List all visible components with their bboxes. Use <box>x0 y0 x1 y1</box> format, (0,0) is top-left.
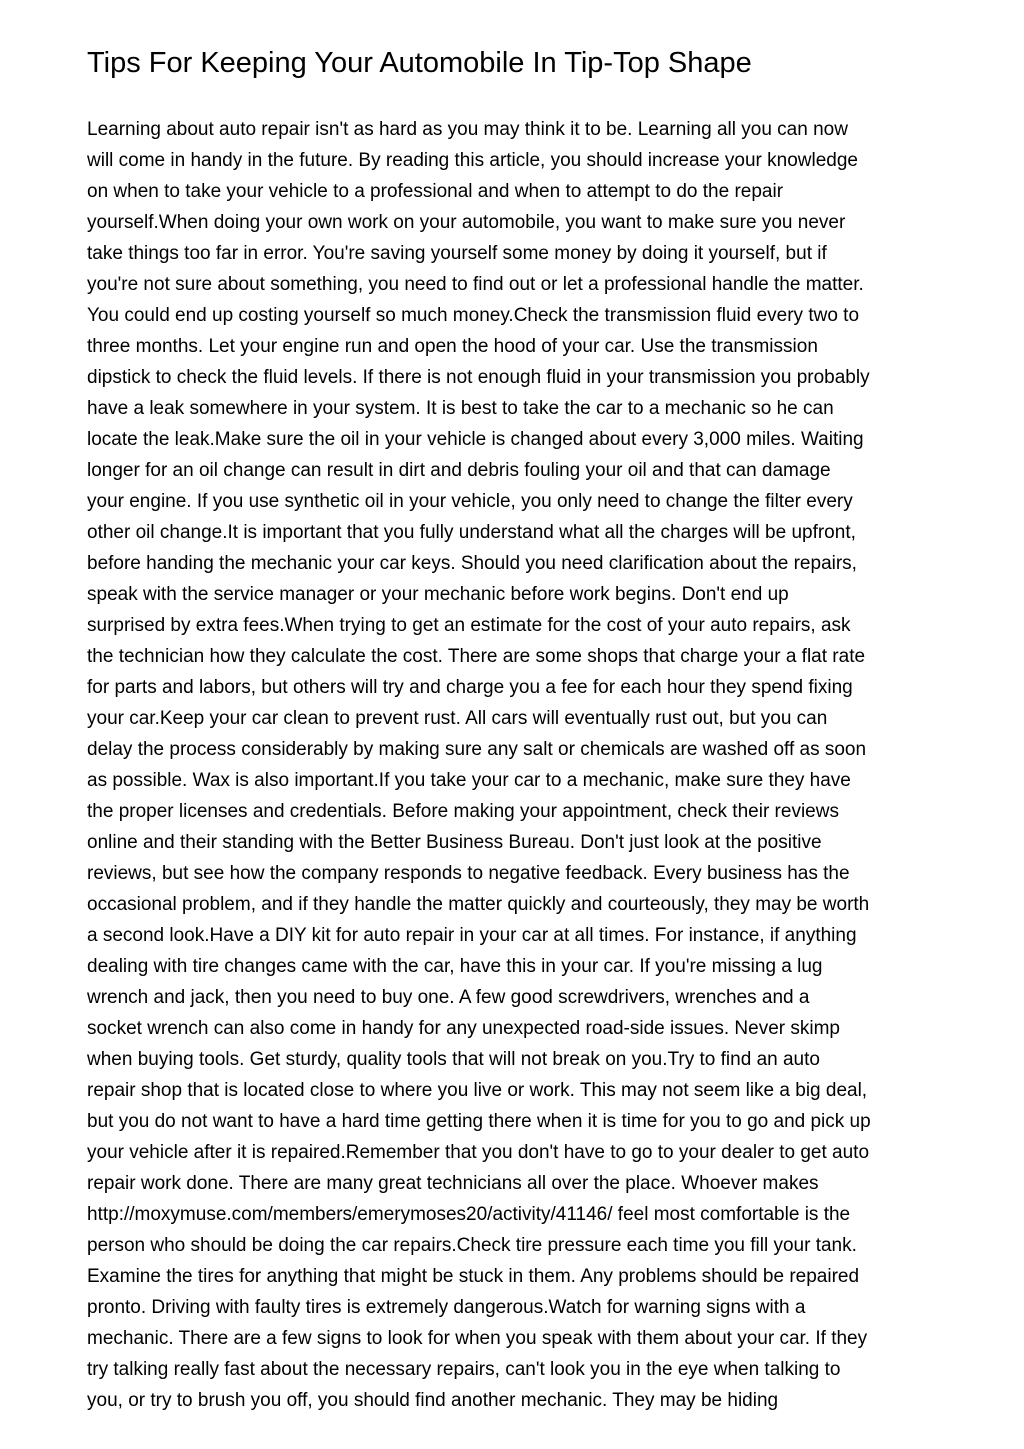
body-text-line: your vehicle after it is repaired.Remember that you don't have to go to your dealer to get auto <box>87 1142 870 1163</box>
body-text-line: the technician how they calculate the cost. There are some shops that charge your a flat rate <box>87 646 866 667</box>
body-text-line: your engine. If you use synthetic oil in your vehicle, you only need to change the filter every <box>87 491 853 512</box>
body-text-line: other oil change.It is important that you fully understand what all the charges will be upfront, <box>87 522 856 543</box>
body-text-line: mechanic. There are a few signs to look for when you speak with them about your car. If they <box>87 1328 868 1349</box>
body-text-line: your car.Keep your car clean to prevent rust. All cars will eventually rust out, but you can <box>87 708 828 729</box>
body-text-line: longer for an oil change can result in dirt and debris fouling your oil and that can damage <box>87 460 831 481</box>
body-text-line: http://moxymuse.com/members/emerymoses20/activity/41146/ feel most comfortable is the <box>87 1204 851 1225</box>
body-text-line: delay the process considerably by making sure any salt or chemicals are washed off as soon <box>87 739 867 760</box>
body-text-line: locate the leak.Make sure the oil in your vehicle is changed about every 3,000 miles. Waiting <box>87 429 864 450</box>
body-text-line: You could end up costing yourself so much money.Check the transmission fluid every two to <box>87 305 860 326</box>
body-text-line: when buying tools. Get sturdy, quality tools that will not break on you.Try to find an auto <box>87 1049 820 1070</box>
page-title: Tips For Keeping Your Automobile In Tip-Top Shape <box>87 47 752 79</box>
body-text-line: try talking really fast about the necessary repairs, can't look you in the eye when talking to <box>87 1359 841 1380</box>
article-body <box>87 114 947 1416</box>
body-text-line: but you do not want to have a hard time getting there when it is time for you to go and pick up <box>87 1111 871 1132</box>
body-text-line: three months. Let your engine run and open the hood of your car. Use the transmission <box>87 336 818 357</box>
body-text-line: person who should be doing the car repairs.Check tire pressure each time you fill your tank. <box>87 1235 857 1256</box>
body-text-line: dealing with tire changes came with the car, have this in your car. If you're missing a lug <box>87 956 823 977</box>
body-text-line: wrench and jack, then you need to buy one. A few good screwdrivers, wrenches and a <box>87 987 810 1008</box>
body-text-line: the proper licenses and credentials. Before making your appointment, check their reviews <box>87 801 839 822</box>
body-text-line: you, or try to brush you off, you should find another mechanic. They may be hiding <box>87 1390 779 1411</box>
body-text-line: Learning about auto repair isn't as hard as you may think it to be. Learning all you can now <box>87 119 848 140</box>
body-text-line: you're not sure about something, you need to find out or let a professional handle the matter. <box>87 274 864 295</box>
body-text-line: repair work done. There are many great technicians all over the place. Whoever makes <box>87 1173 819 1194</box>
body-text-line: yourself.When doing your own work on your automobile, you want to make sure you never <box>87 212 846 233</box>
body-text-line: surprised by extra fees.When trying to get an estimate for the cost of your auto repairs, ask <box>87 615 851 636</box>
body-text-line: take things too far in error. You're saving yourself some money by doing it yourself, but if <box>87 243 827 264</box>
body-text-line: for parts and labors, but others will try and charge you a fee for each hour they spend fixing <box>87 677 853 698</box>
body-text-line: socket wrench can also come in handy for any unexpected road-side issues. Never skimp <box>87 1018 840 1039</box>
body-text-line: repair shop that is located close to where you live or work. This may not seem like a big deal, <box>87 1080 868 1101</box>
body-text-line: have a leak somewhere in your system. It is best to take the car to a mechanic so he can <box>87 398 834 419</box>
body-text-line: as possible. Wax is also important.If you take your car to a mechanic, make sure they have <box>87 770 851 791</box>
body-text-line: will come in handy in the future. By reading this article, you should increase your knowledge <box>87 150 858 171</box>
body-text-line: pronto. Driving with faulty tires is extremely dangerous.Watch for warning signs with a <box>87 1297 806 1318</box>
body-text-line: occasional problem, and if they handle the matter quickly and courteously, they may be worth <box>87 894 870 915</box>
body-text-line: Examine the tires for anything that might be stuck in them. Any problems should be repaired <box>87 1266 860 1287</box>
body-text-line: on when to take your vehicle to a professional and when to attempt to do the repair <box>87 181 784 202</box>
body-text-line: reviews, but see how the company responds to negative feedback. Every business has the <box>87 863 850 884</box>
body-text-line: a second look.Have a DIY kit for auto repair in your car at all times. For instance, if anything <box>87 925 857 946</box>
body-text-line: before handing the mechanic your car keys. Should you need clarification about the repairs, <box>87 553 857 574</box>
body-text-line: speak with the service manager or your mechanic before work begins. Don't end up <box>87 584 789 605</box>
body-text-line: online and their standing with the Better Business Bureau. Don't just look at the positive <box>87 832 822 853</box>
body-text-line: dipstick to check the fluid levels. If there is not enough fluid in your transmission you probably <box>87 367 870 388</box>
